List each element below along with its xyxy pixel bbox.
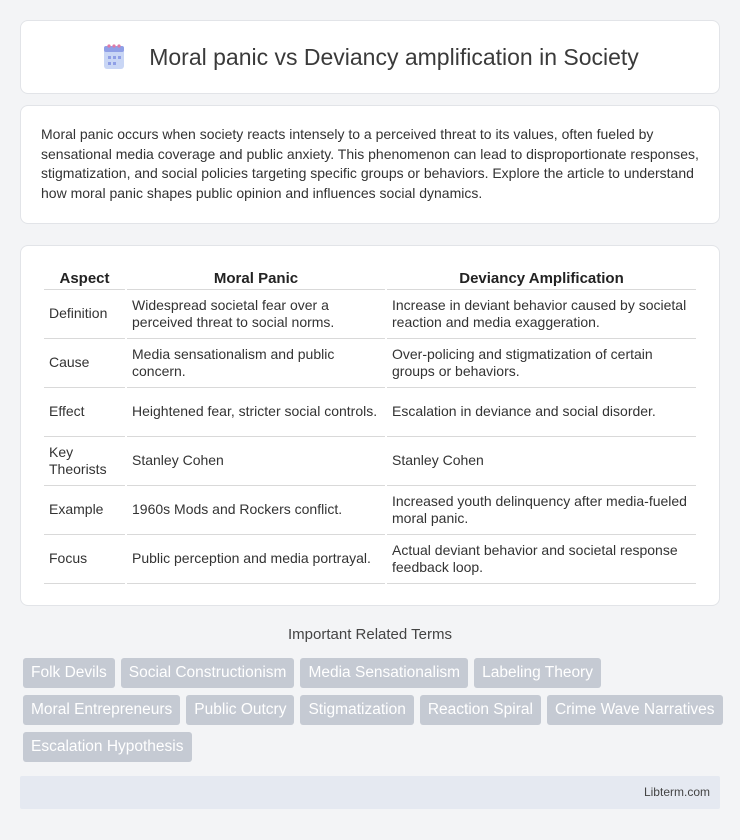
row-aspect: Example: [44, 486, 125, 535]
row-moral-panic: Heightened fear, stricter social controls.: [127, 388, 385, 437]
term-tag[interactable]: Stigmatization: [300, 695, 413, 725]
table-row: [44, 535, 696, 584]
row-deviancy-amplification: Increase in deviant behavior caused by societal reaction and media exaggeration.: [387, 290, 696, 339]
row-aspect: Cause: [44, 339, 125, 388]
title-card: [20, 20, 720, 94]
row-aspect: Definition: [44, 290, 125, 339]
term-tag[interactable]: Media Sensationalism: [300, 658, 468, 688]
table-row: [44, 388, 696, 437]
term-tag[interactable]: Escalation Hypothesis: [23, 732, 192, 762]
footer: [20, 776, 720, 809]
term-tag[interactable]: Crime Wave Narratives: [547, 695, 723, 725]
row-deviancy-amplification: Increased youth delinquency after media-fueled moral panic.: [387, 486, 696, 535]
document-icon: [101, 43, 127, 71]
term-tag[interactable]: Public Outcry: [186, 695, 294, 725]
intro-text: Moral panic occurs when society reacts intensely to a perceived threat to its values, often fueled by sensational media coverage and public anxiety. This phenomenon can lead to disproportionate responses, stigmatization, and social policies targeting specific groups or behaviors. Explore the article to understand how moral panic shapes public opinion and influences social dynamics.: [41, 126, 699, 201]
row-moral-panic: Stanley Cohen: [127, 437, 385, 486]
term-tag[interactable]: Social Constructionism: [121, 658, 295, 688]
related-terms-list: [23, 658, 723, 762]
row-deviancy-amplification: Escalation in deviance and social disorder.: [387, 388, 696, 437]
header-aspect: Aspect: [44, 266, 125, 290]
header-deviancy-amplification: Deviancy Amplification: [387, 266, 696, 290]
footer-site-link[interactable]: Libterm.com: [643, 785, 710, 799]
row-deviancy-amplification: Over-policing and stigmatization of certain groups or behaviors.: [387, 339, 696, 388]
table-row: [44, 339, 696, 388]
comparison-table: [42, 266, 698, 584]
table-row: [44, 437, 696, 486]
term-tag[interactable]: Moral Entrepreneurs: [23, 695, 180, 725]
intro-card: [20, 105, 720, 224]
term-tag[interactable]: Reaction Spiral: [420, 695, 541, 725]
term-tag[interactable]: Folk Devils: [23, 658, 115, 688]
comparison-table-card: [20, 245, 720, 606]
table-header-row: [44, 266, 696, 290]
row-moral-panic: Widespread societal fear over a perceived threat to social norms.: [127, 290, 385, 339]
page-title: Moral panic vs Deviancy amplification in Society: [149, 43, 639, 70]
term-tag[interactable]: Labeling Theory: [474, 658, 601, 688]
row-deviancy-amplification: Actual deviant behavior and societal response feedback loop.: [387, 535, 696, 584]
related-terms-title: Important Related Terms: [288, 626, 452, 643]
header-moral-panic: Moral Panic: [127, 266, 385, 290]
row-moral-panic: Public perception and media portrayal.: [127, 535, 385, 584]
row-moral-panic: Media sensationalism and public concern.: [127, 339, 385, 388]
table-row: [44, 486, 696, 535]
row-aspect: Focus: [44, 535, 125, 584]
table-row: [44, 290, 696, 339]
row-aspect: Key Theorists: [44, 437, 125, 486]
row-deviancy-amplification: Stanley Cohen: [387, 437, 696, 486]
row-moral-panic: 1960s Mods and Rockers conflict.: [127, 486, 385, 535]
row-aspect: Effect: [44, 388, 125, 437]
